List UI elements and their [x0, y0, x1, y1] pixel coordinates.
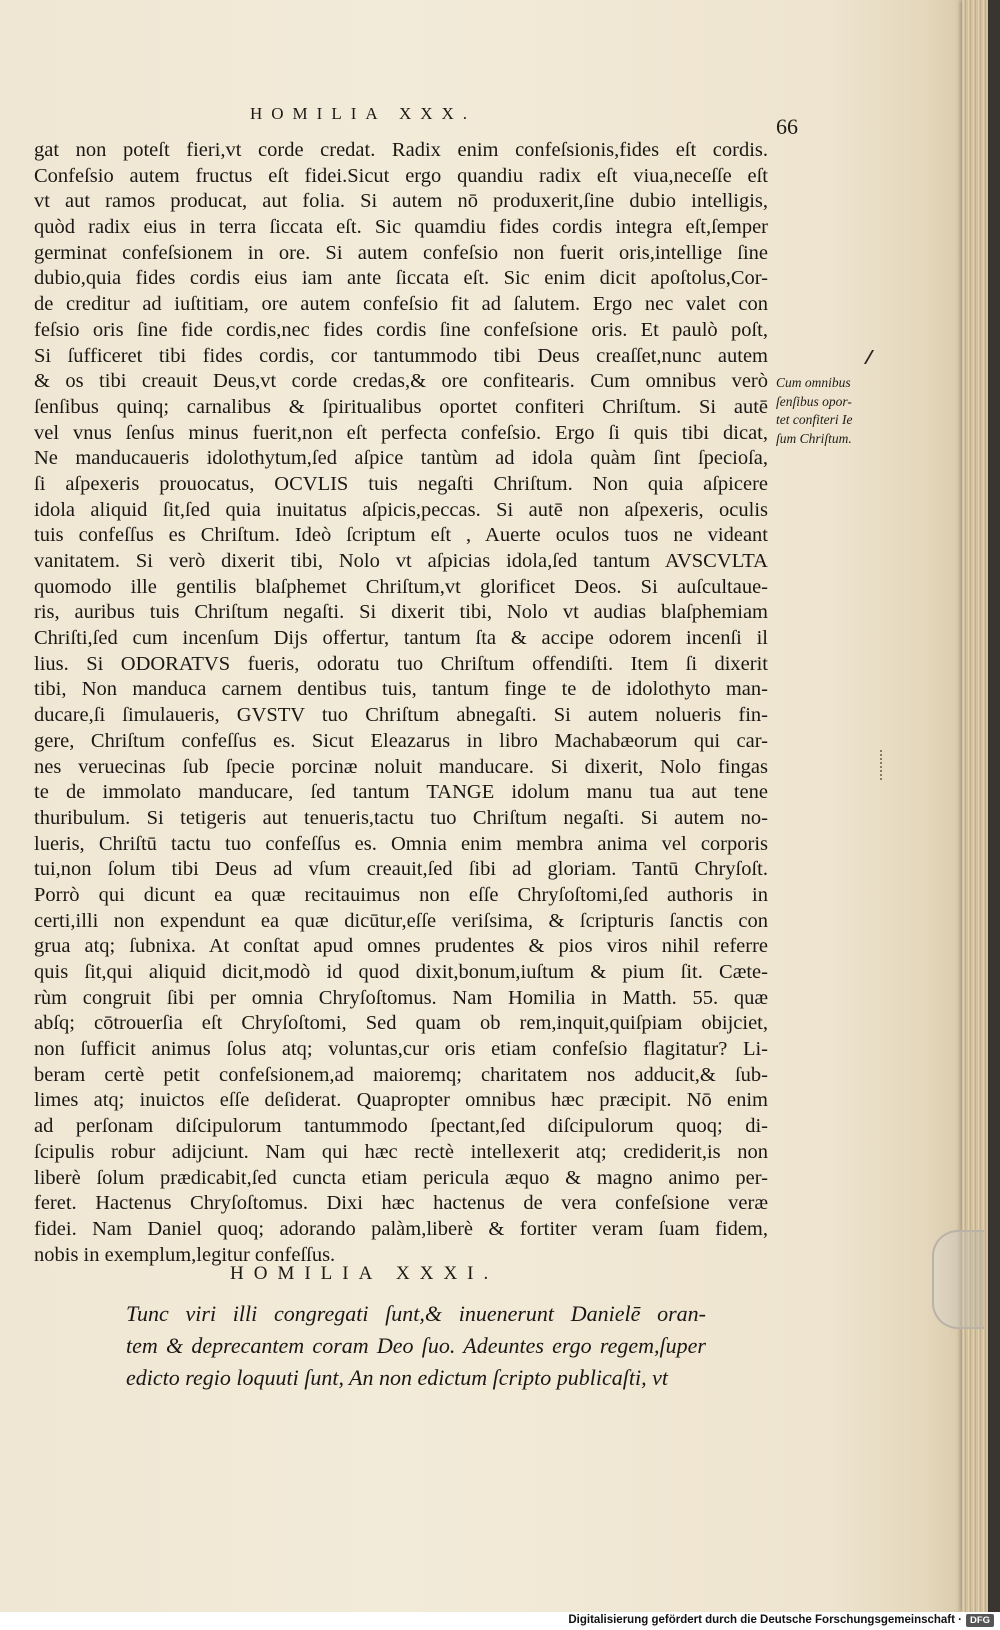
text-line: Confeſsio autem fructus eſt fidei.Sicut ergo quandiu radix eſt viua,neceſſe eſt	[34, 164, 768, 187]
italic-text	[126, 1298, 706, 1394]
text-line: feret. Hactenus Chryſoſtomus. Dixi hæc hactenus de vera confeſsione veræ	[34, 1192, 768, 1215]
text-line: gere, Chriſtum confeſſus es. Sicut Eleazarus in libro Machabæorum qui car-	[34, 729, 768, 752]
text-line: ſi aſpexeris prouocatus, OCVLIS tuis negaſti Chriſtum. Non quia aſpicere	[34, 472, 768, 495]
margin-dots	[880, 750, 892, 780]
text-line: thuribulum. Si tetigeris aut tenueris,tactu tuo Chriſtum negaſti. Si autem no-	[34, 806, 768, 829]
text-line: ſenſibus quinq; carnalibus & ſpiritualibus oportet confiteri Chriſtum. Si autē	[34, 395, 768, 418]
text-line: idola aliquid ſit,ſed quia inuitatus aſpicis,peccas. Si autē non aſpexeris, oculis	[34, 498, 768, 521]
text-line: liberè ſolum prædicabit,ſed cuncta etiam pericula æquo & magno animo per-	[34, 1166, 768, 1189]
text-line: rùm congruit ſibi per omnia Chryſoſtomus. Nam Homilia in Matth. 55. quæ	[34, 986, 768, 1009]
margin-note-line: tet confiteri Ie	[776, 412, 853, 427]
text-line: ris, auribus tuis Chriſtum negaſti. Si dixerit tibi, Nolo vt audias blaſphemiam	[34, 601, 768, 624]
margin-mark	[856, 350, 874, 364]
page-number: 66	[776, 114, 798, 139]
text-line: Ne manducaueris idolothytum,ſed aſpice tantùm ad idola quàm ſint ſpecioſa,	[34, 447, 768, 470]
text-line: vanitatem. Si verò dixerit tibi, Nolo vt aſpicias idola,ſed tantum AVSCVLTA	[34, 550, 768, 572]
text-line: dubio,quia fides cordis eius iam ante ſiccata eſt. Sic enim dicit apoſtolus,Cor-	[34, 267, 768, 290]
text-line: ducare,ſi ſimulaueris, GVSTV tuo Chriſtum abnegaſti. Si autem nolueris fin-	[34, 704, 768, 727]
text-line: abſq; cōtrouerſia eſt Chryſoſtomi, Sed quam ob rem,inquit,quiſpiam obijciet,	[34, 1012, 768, 1035]
text-line: vel vnus ſenſus minus fuerit,non eſt perfecta confeſsio. Ergo ſi quis tibi dicat,	[34, 421, 768, 444]
text-line: Chriſti,ſed cum incenſum Dijs offertur, tantum ſta & accipe odorem incenſi il	[34, 627, 768, 650]
text-line: fidei. Nam Daniel quoq; adorando palàm,liberè & fortiter veram ſuam fidem,	[34, 1217, 768, 1240]
margin-note	[776, 374, 896, 448]
text-line: grua atq; ſubnixa. At conſtat apud omnes prudentes & pios viros nihil referre	[34, 935, 768, 958]
text-line: germinat confeſsionem in ore. Si autem confeſsio non fuerit oris,intellige ſine	[34, 241, 768, 264]
text-line: lueris, Chriſtū tactu tuo confeſſus es. Omnia enim membra anima vel corporis	[34, 832, 768, 855]
page-clip	[932, 1230, 984, 1329]
body-text	[34, 138, 768, 1268]
text-line: nobis in exemplum,legitur confeſſus.	[34, 1243, 336, 1266]
text-line: feſsio oris ſine fide cordis,nec fides cordis ſine confeſsione oris. Et paulò poſt,	[34, 318, 768, 341]
section-heading: HOMILIA XXXI.	[230, 1263, 499, 1284]
dfg-logo: DFG	[966, 1614, 994, 1627]
text-line: tibi, Non manduca carnem dentibus tuis, tantum finge te de idolothyto man-	[34, 678, 768, 701]
page-edge	[962, 0, 988, 1612]
text-line: Si ſufficeret tibi fides cordis, cor tantummodo tibi Deus creaſſet,nunc autem	[34, 344, 768, 367]
margin-note-line: ſenſibus opor-	[776, 393, 852, 409]
text-line: ad perſonam diſcipulorum tantummodo ſpectant,ſed diſcipulorum quoq; di-	[34, 1115, 768, 1138]
italic-line: Tunc viri illi congregati ſunt,& inuenerunt Danielē oran-	[126, 1301, 706, 1326]
margin-note-line: Cum omnibus	[776, 375, 851, 390]
text-line: de creditur ad iuſtitiam, ore autem confeſsio fit ad ſalutem. Ergo nec valet con	[34, 293, 768, 316]
text-line: Porrò qui dicunt ea quæ recitauimus non eſſe Chryſoſtomi,ſed authoris in	[34, 883, 768, 906]
italic-line: tem & deprecantem coram Deo ſuo. Adeuntes ergo regem,ſuper	[126, 1333, 706, 1358]
text-line: nes veruecinas ſub ſpecie porcinæ noluit manducare. Si dixerit, Nolo fingas	[34, 755, 768, 778]
text-line: ſcipulis robur adijciunt. Nam qui hæc rectè intellexerit atq; crediderit,is non	[34, 1140, 768, 1163]
text-line: tui,non ſolum tibi Deus ad vſum creauit,ſed ſibi ad gloriam. Tantū Chryſoſt.	[34, 858, 768, 881]
text-line: non ſufficit animus ſolus atq; voluntas,cur oris etiam confeſsio flagitatur? Li-	[34, 1038, 768, 1061]
text-line: & os tibi creauit Deus,vt corde credas,& ore confitearis. Cum omnibus verò	[34, 370, 768, 393]
text-line: certi,illi non expendunt ea quæ dicūtur,eſſe veriſsima, & ſcripturis ſanctis con	[34, 909, 768, 932]
text-line: te de immolato manducare, ſed tantum TANGE idolum manu tua aut tene	[34, 781, 768, 804]
running-header: HOMILIA XXX.	[250, 104, 477, 123]
footer-credit: Digitalisierung gefördert durch die Deutsche Forschungsgemeinschaft ·	[568, 1614, 962, 1626]
italic-line: edicto regio loquuti ſunt, An non edictum ſcripto publicaſti, vt	[126, 1365, 668, 1390]
text-line: beram certè petit confeſsionem,ad maioremq; charitatem nos adducit,& ſub-	[34, 1063, 768, 1086]
text-line: quomodo ille gentilis blaſphemet Chriſtum,vt glorificet Deos. Si auſcultaue-	[34, 575, 768, 598]
text-line: vt aut ramos producat, aut folia. Si autem nō produxerit,ſine dubio intelligis,	[34, 190, 768, 213]
text-line: limes atq; inuictos eſſe deſiderat. Quapropter omnibus hæc præcipit. Nō enim	[34, 1089, 768, 1112]
margin-note-line: ſum Chriſtum.	[776, 430, 852, 446]
text-line: quòd radix eius in terra ſiccata eſt. Sic quamdiu fides cordis integra eſt,ſemper	[34, 216, 768, 239]
text-line: quis ſit,qui aliquid dicit,modò id quod dixit,bonum,iuſtum & pium ſit. Cæte-	[34, 961, 768, 983]
text-line: gat non poteſt fieri,vt corde credat. Radix enim confeſsionis,fides eſt cordis.	[34, 139, 768, 161]
text-line: tuis confeſſus es Chriſtum. Ideò ſcriptum eſt , Auerte oculos tuos ne videant	[34, 524, 768, 547]
text-line: lius. Si ODORATVS fueris, odoratu tuo Chriſtum offendiſti. Item ſi dixerit	[34, 652, 768, 675]
